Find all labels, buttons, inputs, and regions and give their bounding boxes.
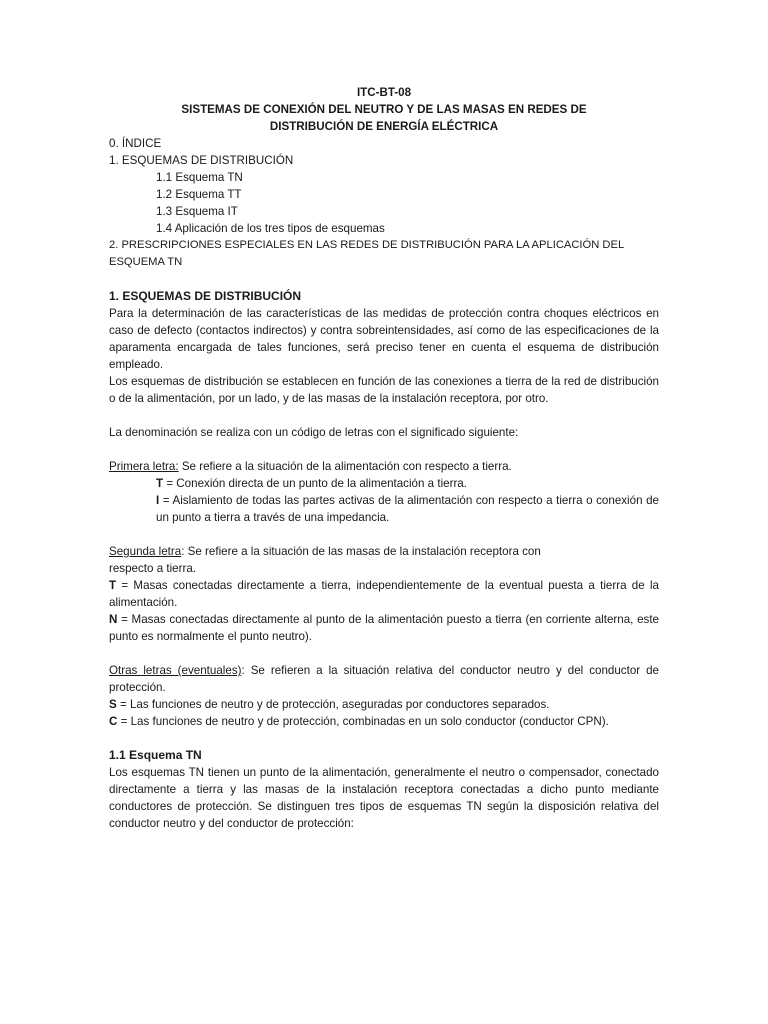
other-letters-definition [109,662,659,696]
letter-key: S [109,698,117,711]
second-letter-label: Segunda letra [109,545,182,558]
second-letter-text: : Se refiere a la situación de las masas de la instalación receptora con [181,545,541,558]
letter-desc: = Las funciones de neutro y de protección, combinadas en un solo conductor (conductor CPN). [117,715,609,728]
document-title-line-2: DISTRIBUCIÓN DE ENERGÍA ELÉCTRICA [269,120,499,133]
first-letter-definition [109,458,659,475]
letter-key: N [109,613,118,626]
index-item: 1.1 Esquema TN [156,171,243,184]
letter-desc: = Masas conectadas directamente a tierra, independientemente de la eventual puesta a tierra de la alimentación. [109,579,659,609]
letter-key: I [156,494,160,507]
document-code: ITC-BT-08 [356,86,412,99]
first-letter-i-item [109,492,659,526]
section-1-1-paragraph: Los esquemas TN tienen un punto de la alimentación, generalmente el neutro o compensador, conectado directamente a tierra y las masas de la instalación receptora conectadas a dicho punto mediante conductores de protección. Se distinguen tres tipos de esquemas TN según la disposición relativa del conductor neutro y del conductor de protección: [109,766,659,830]
first-letter-label: Primera letra: [109,460,179,473]
index-item: 1. ESQUEMAS DE DISTRIBUCIÓN [109,154,294,167]
letter-desc: = Masas conectadas directamente al punto de la alimentación puesto a tierra (en corriente alterna, este punto es normalmente el punto neutro). [109,613,659,643]
index-item: 1.2 Esquema TT [156,188,242,201]
letter-key: T [156,477,164,490]
index-item: 0. ÍNDICE [109,137,162,150]
letter-key: C [109,715,118,728]
second-letter-n-item [109,611,659,645]
other-letters-label: Otras letras (eventuales) [109,664,242,677]
second-letter-text-continued: respecto a tierra. [109,562,196,575]
section-1-paragraph: Los esquemas de distribución se establecen en función de las conexiones a tierra de la red de distribución o de la alimentación, por un lado, y de las masas de la instalación receptora, por otro. [109,375,659,405]
index-item: 2. PRESCRIPCIONES ESPECIALES EN LAS REDES DE DISTRIBUCIÓN PARA LA APLICACIÓN DEL ESQUEMA TN [109,239,624,268]
document-content [109,84,659,832]
section-1-heading: 1. ESQUEMAS DE DISTRIBUCIÓN [109,289,302,303]
letter-desc: = Aislamiento de todas las partes activas de la alimentación con respecto a tierra o conexión de un punto a tierra a través de una impedancia. [156,494,659,524]
section-1-paragraph: Para la determinación de las características de las medidas de protección contra choques eléctricos en caso de defecto (contactos indirectos) y contra sobreintensidades, así como de las especificaciones de la aparamenta encargada de tales funciones, será preciso tener en cuenta el esquema de distribución empleado. [109,307,659,371]
letter-desc: = Conexión directa de un punto de la alimentación a tierra. [163,477,467,490]
index-item: 1.4 Aplicación de los tres tipos de esquemas [156,222,385,235]
other-letters-text: : Se refieren a la situación relativa del conductor neutro y del conductor de protección. [109,664,660,694]
second-letter-t-item [109,577,659,611]
first-letter-text: Se refiere a la situación de la alimentación con respecto a tierra. [178,460,512,473]
section-1-paragraph: La denominación se realiza con un código de letras con el significado siguiente: [109,426,519,439]
second-letter-definition [109,543,659,560]
index-list [109,135,659,271]
other-letters-c-item [109,713,659,730]
letter-key: T [109,579,117,592]
document-title-line-1: SISTEMAS DE CONEXIÓN DEL NEUTRO Y DE LAS MASAS EN REDES DE [181,103,587,116]
section-1-1-heading: 1.1 Esquema TN [109,748,202,762]
other-letters-s-item [109,696,659,713]
index-item: 1.3 Esquema IT [156,205,238,218]
first-letter-t-item [109,475,659,492]
letter-desc: = Las funciones de neutro y de protección, aseguradas por conductores separados. [116,698,550,711]
